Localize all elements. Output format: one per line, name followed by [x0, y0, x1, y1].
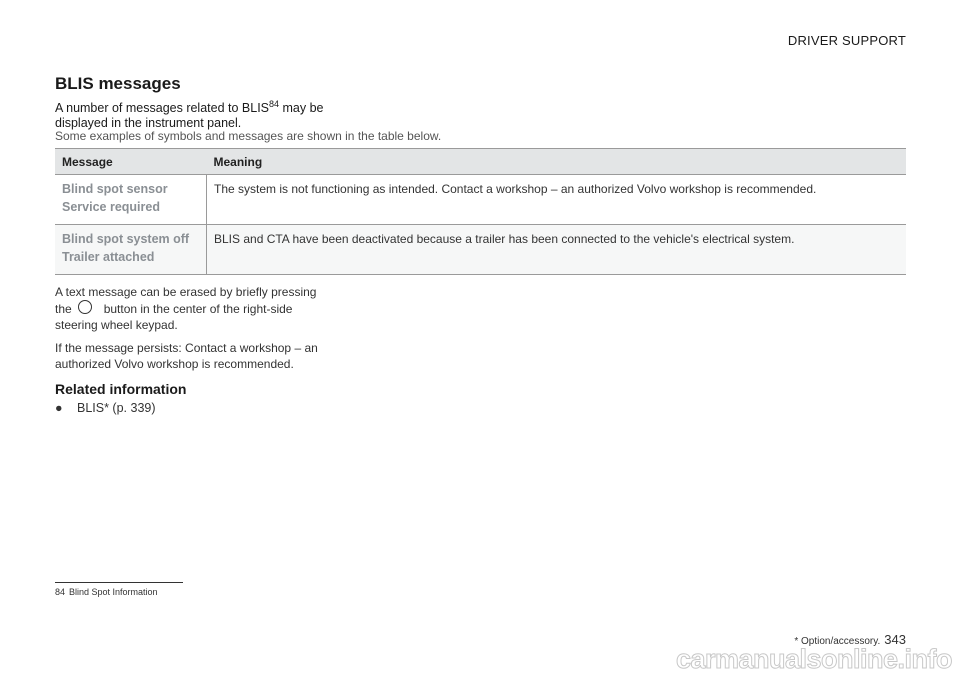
message-line: Service required	[62, 200, 160, 214]
footnote-ref[interactable]: 84	[269, 99, 280, 109]
footnote-text: Blind Spot Information	[69, 587, 158, 597]
table-intro: Some examples of symbols and messages are shown in the table below.	[55, 129, 442, 143]
persist-paragraph: If the message persists: Contact a workshop – an authorized Volvo workshop is recommended.	[55, 341, 318, 371]
message-line: Blind spot system off	[62, 232, 190, 246]
footnote-number: 84	[55, 587, 66, 597]
message-cell	[55, 175, 207, 225]
messages-table	[55, 148, 906, 275]
related-link-blis[interactable]	[55, 401, 156, 415]
erase-message-paragraph	[55, 284, 330, 333]
footnote-divider	[55, 582, 183, 583]
meaning-cell	[207, 175, 907, 225]
footnote	[55, 587, 158, 597]
intro-text-end: may be displayed in the instrument panel.	[55, 101, 324, 131]
page-title: BLIS messages	[55, 74, 181, 93]
page-number: 343	[884, 632, 906, 647]
para1-end: button in the center of the right-side steering wheel keypad.	[55, 302, 293, 332]
table-row	[55, 175, 906, 225]
intro-text	[55, 97, 325, 131]
circle-button-icon	[78, 300, 92, 314]
related-list	[55, 401, 156, 415]
column-header-meaning: Meaning	[207, 149, 907, 175]
related-heading: Related information	[55, 381, 187, 397]
intro-text-start: A number of messages related to BLIS	[55, 101, 270, 116]
option-note: * Option/accessory.	[794, 636, 881, 647]
bullet-icon: ●	[55, 401, 63, 415]
table-row	[55, 225, 906, 275]
message-cell	[55, 225, 207, 275]
table-header-row	[55, 149, 906, 175]
meaning-text: BLIS and CTA have been deactivated because a trailer has been connected to the vehicle's electrical system.	[214, 232, 795, 246]
message-line: Trailer attached	[62, 250, 155, 264]
watermark: carmanualsonline.info	[675, 644, 952, 674]
column-header-message: Message	[55, 149, 207, 175]
section-header: DRIVER SUPPORT	[787, 33, 906, 48]
para1-start: A text message can be erased by briefly pressing the	[55, 285, 317, 316]
message-line: Blind spot sensor	[62, 182, 168, 196]
meaning-cell	[207, 225, 907, 275]
related-link-text[interactable]: BLIS* (p. 339)	[77, 401, 156, 415]
meaning-text: The system is not functioning as intended. Contact a workshop – an authorized Volvo workshop is recommended.	[214, 182, 817, 196]
